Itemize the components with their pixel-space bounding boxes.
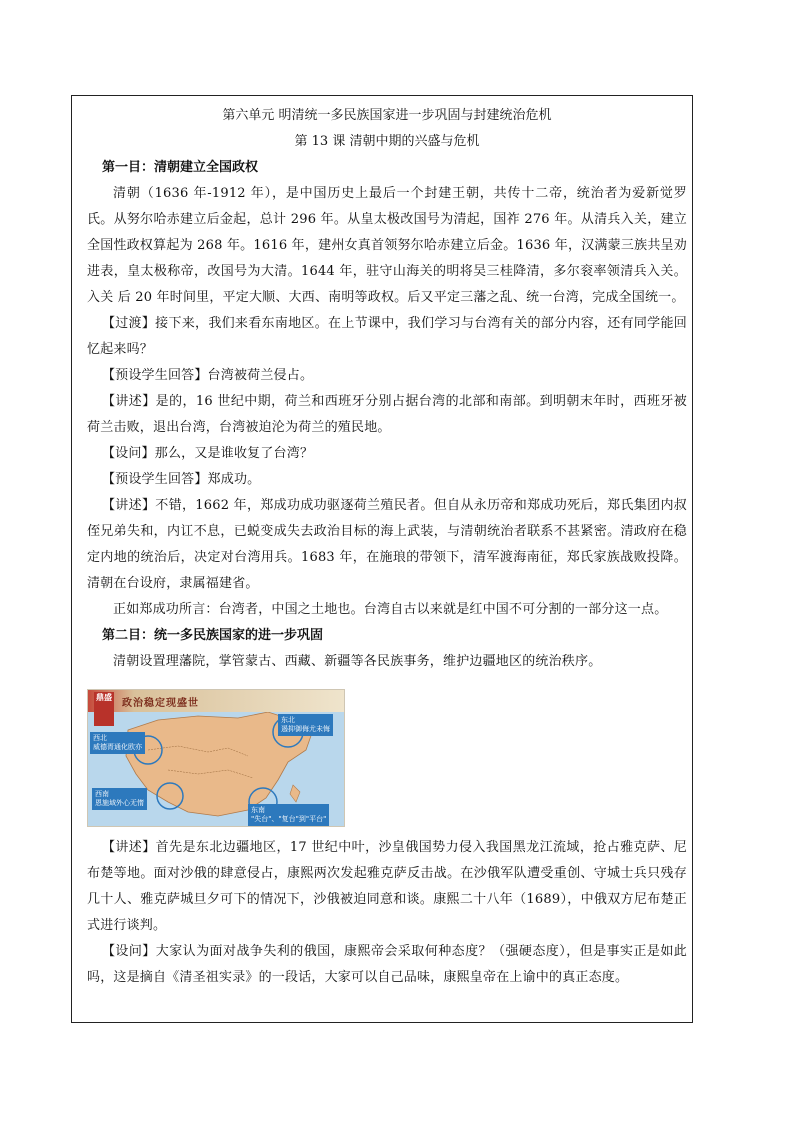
paragraph-transition	[87, 311, 687, 363]
paragraph-student-answer	[87, 363, 687, 389]
paragraph-lifanyuan: 清朝设置理藩院，掌管蒙古、西藏、新疆等各民族事务，维护边疆地区的统治秩序。	[113, 654, 602, 669]
paragraph-text: 台湾被荷兰侵占。	[207, 368, 314, 383]
paragraph-text: 首先是东北边疆地区，17 世纪中叶，沙皇俄国势力侵入我国黑龙江流域，抢占雅克萨、尼布楚等地。面对沙俄的肆意侵占，康熙两次发起雅克萨反击战。在沙俄军队遭受重创、守城士兵只残存几十人、雅克萨城旦夕可下的情况下，沙俄被迫同意和谈。康熙二十八年（1689），中俄双方尼布楚正式进行谈判。	[87, 840, 687, 933]
tag-label: 【讲述】	[101, 498, 156, 513]
section-heading-2: 第二目：统一多民族国家的进一步巩固	[102, 628, 324, 643]
tag-label: 【讲述】	[101, 394, 156, 409]
tag-label: 【设问】	[101, 446, 155, 461]
paragraph-text: 接下来，我们来看东南地区。在上节课中，我们学习与台湾有关的部分内容，还有同学能回忆起来吗？	[87, 316, 687, 357]
paragraph-question	[87, 441, 687, 467]
document-body	[87, 103, 687, 991]
paragraph-narration	[87, 493, 687, 597]
map-label-southeast: 东南 "失台"、"复台"到"平台"	[248, 804, 329, 826]
paragraph-text: 大家认为面对战争失利的俄国，康熙帝会采取何种态度？（强硬态度），但是事实正是如此吗，这是摘自《清圣祖实录》的一段话，大家可以自己品味，康熙皇帝在上谕中的真正态度。	[87, 944, 687, 985]
paragraph-student-answer	[87, 467, 687, 493]
tag-label: 【预设学生回答】	[101, 472, 208, 487]
map-label-northeast: 东北 遏抑御侮尤未悔	[278, 714, 333, 736]
paragraph-narration	[87, 389, 687, 441]
map-title: 政治稳定现盛世	[122, 698, 199, 709]
tag-label: 【预设学生回答】	[101, 368, 208, 383]
tag-label: 【设问】	[101, 944, 156, 959]
paragraph-text: 不错，1662 年，郑成功成功驱逐荷兰殖民者。但自从永历帝和郑成功死后，郑氏集团内叔侄兄弟失和，内讧不息，已蜕变成失去政治目标的海上武装，与清朝统治者联系不甚紧密。清政府在稳定内地的统治后，决定对台湾用兵。1683 年，在施琅的带领下，清军渡海南征，郑氏家族战败投降。清朝在台设府，隶属福建省。	[87, 498, 687, 591]
unit-title: 第六单元 明清统一多民族国家进一步巩固与封建统治危机	[222, 108, 552, 123]
qing-territory-map-image	[87, 689, 345, 827]
map-seal-stamp: 鼎盛	[94, 692, 114, 726]
paragraph-text: 郑成功。	[207, 472, 261, 487]
section-heading-1: 第一目：清朝建立全国政权	[102, 160, 259, 175]
lesson-title: 第 13 课 清朝中期的兴盛与危机	[294, 134, 480, 149]
map-label-southwest: 西南 恩施域外心无惰	[92, 788, 147, 810]
paragraph-narration	[87, 835, 687, 939]
paragraph-text: 是的，16 世纪中期，荷兰和西班牙分别占据台湾的北部和南部。到明朝末年时，西班牙被荷兰击败，退出台湾，台湾被迫沦为荷兰的殖民地。	[87, 394, 687, 435]
paragraph-text: 那么，又是谁收复了台湾？	[154, 446, 314, 461]
tag-label: 【过渡】	[101, 316, 156, 331]
paragraph-question	[87, 939, 687, 991]
tag-label: 【讲述】	[101, 840, 156, 855]
paragraph-intro: 清朝（1636 年-1912 年），是中国历史上最后一个封建王朝，共传十二帝，统治者为爱新觉罗氏。从努尔哈赤建立后金起，总计 296 年。从皇太极改国号为清起，国祚 276 年。从清兵入关，建立全国性政权算起为 268 年。1616 年，建州女真首领努尔哈赤建立后金。1636 年，汉满蒙三族共呈劝进表，皇太极称帝，改国号为大清。1644 年，驻守山海关的明将吴三桂降清，多尔衮率领清兵入关。入关 后 20 年时间里，平定大顺、大西、南明等政权。后又平定三藩之乱、统一台湾，完成全国统一。	[87, 186, 687, 305]
map-label-northwest: 西北 威德胥通化欧亦	[90, 732, 145, 754]
paragraph-quote: 正如郑成功所言：台湾者，中国之土地也。台湾自古以来就是红中国不可分割的一部分这一点。	[113, 602, 668, 617]
